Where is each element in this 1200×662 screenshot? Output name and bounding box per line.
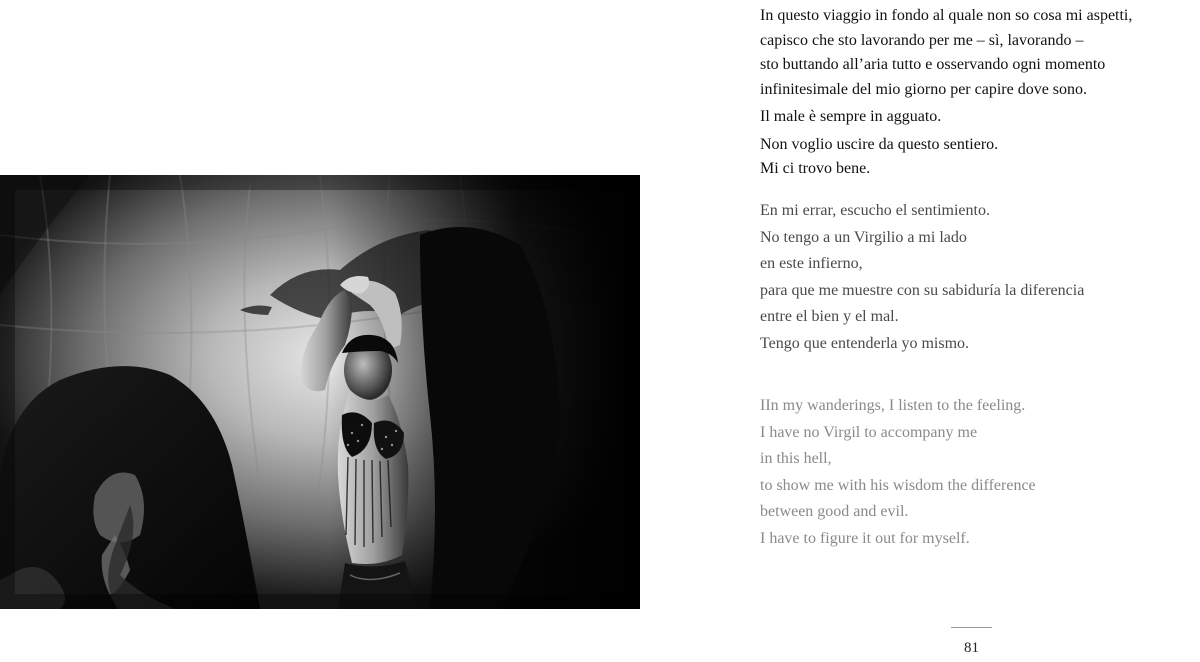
english-line: IIn my wanderings, I listen to the feeling. — [760, 397, 1026, 414]
page-number: 81 — [964, 640, 979, 656]
spanish-line: entre el bien y el mal. — [760, 308, 899, 325]
spanish-line: para que me muestre con su sabiduría la diferencia — [760, 281, 1085, 299]
italian-stanza — [760, 4, 1180, 182]
italian-line: Il male è sempre in agguato. — [760, 108, 942, 125]
english-line: to show me with his wisdom the difference — [760, 476, 1036, 494]
english-stanza — [760, 393, 1180, 552]
spanish-line: No tengo a un Virgilio a mi lado — [760, 228, 967, 246]
italian-line: infinitesimale del mio giorno per capire dove sono. — [760, 80, 1088, 98]
spanish-line: En mi errar, escucho el sentimiento. — [760, 202, 990, 219]
english-line: between good and evil. — [760, 503, 909, 520]
italian-line: sto buttando all’aria tutto e osservando ogni momento — [760, 56, 1106, 73]
spanish-stanza — [760, 198, 1180, 357]
photograph — [0, 175, 640, 609]
italian-line: Mi ci trovo bene. — [760, 160, 871, 177]
spanish-line: Tengo que entenderla yo mismo. — [760, 334, 970, 352]
photograph-image — [0, 175, 640, 609]
italian-line: Non voglio uscire da questo sentiero. — [760, 135, 999, 153]
english-line: I have no Virgil to accompany me — [760, 423, 978, 441]
italian-line: In questo viaggio in fondo al quale non so cosa mi aspetti, — [760, 7, 1133, 24]
italian-line: capisco che sto lavorando per me – sì, lavorando – — [760, 31, 1084, 49]
english-line: I have to figure it out for myself. — [760, 529, 970, 547]
spanish-line: en este infierno, — [760, 255, 863, 272]
english-line: in this hell, — [760, 450, 832, 467]
page-number-rule — [951, 627, 992, 628]
